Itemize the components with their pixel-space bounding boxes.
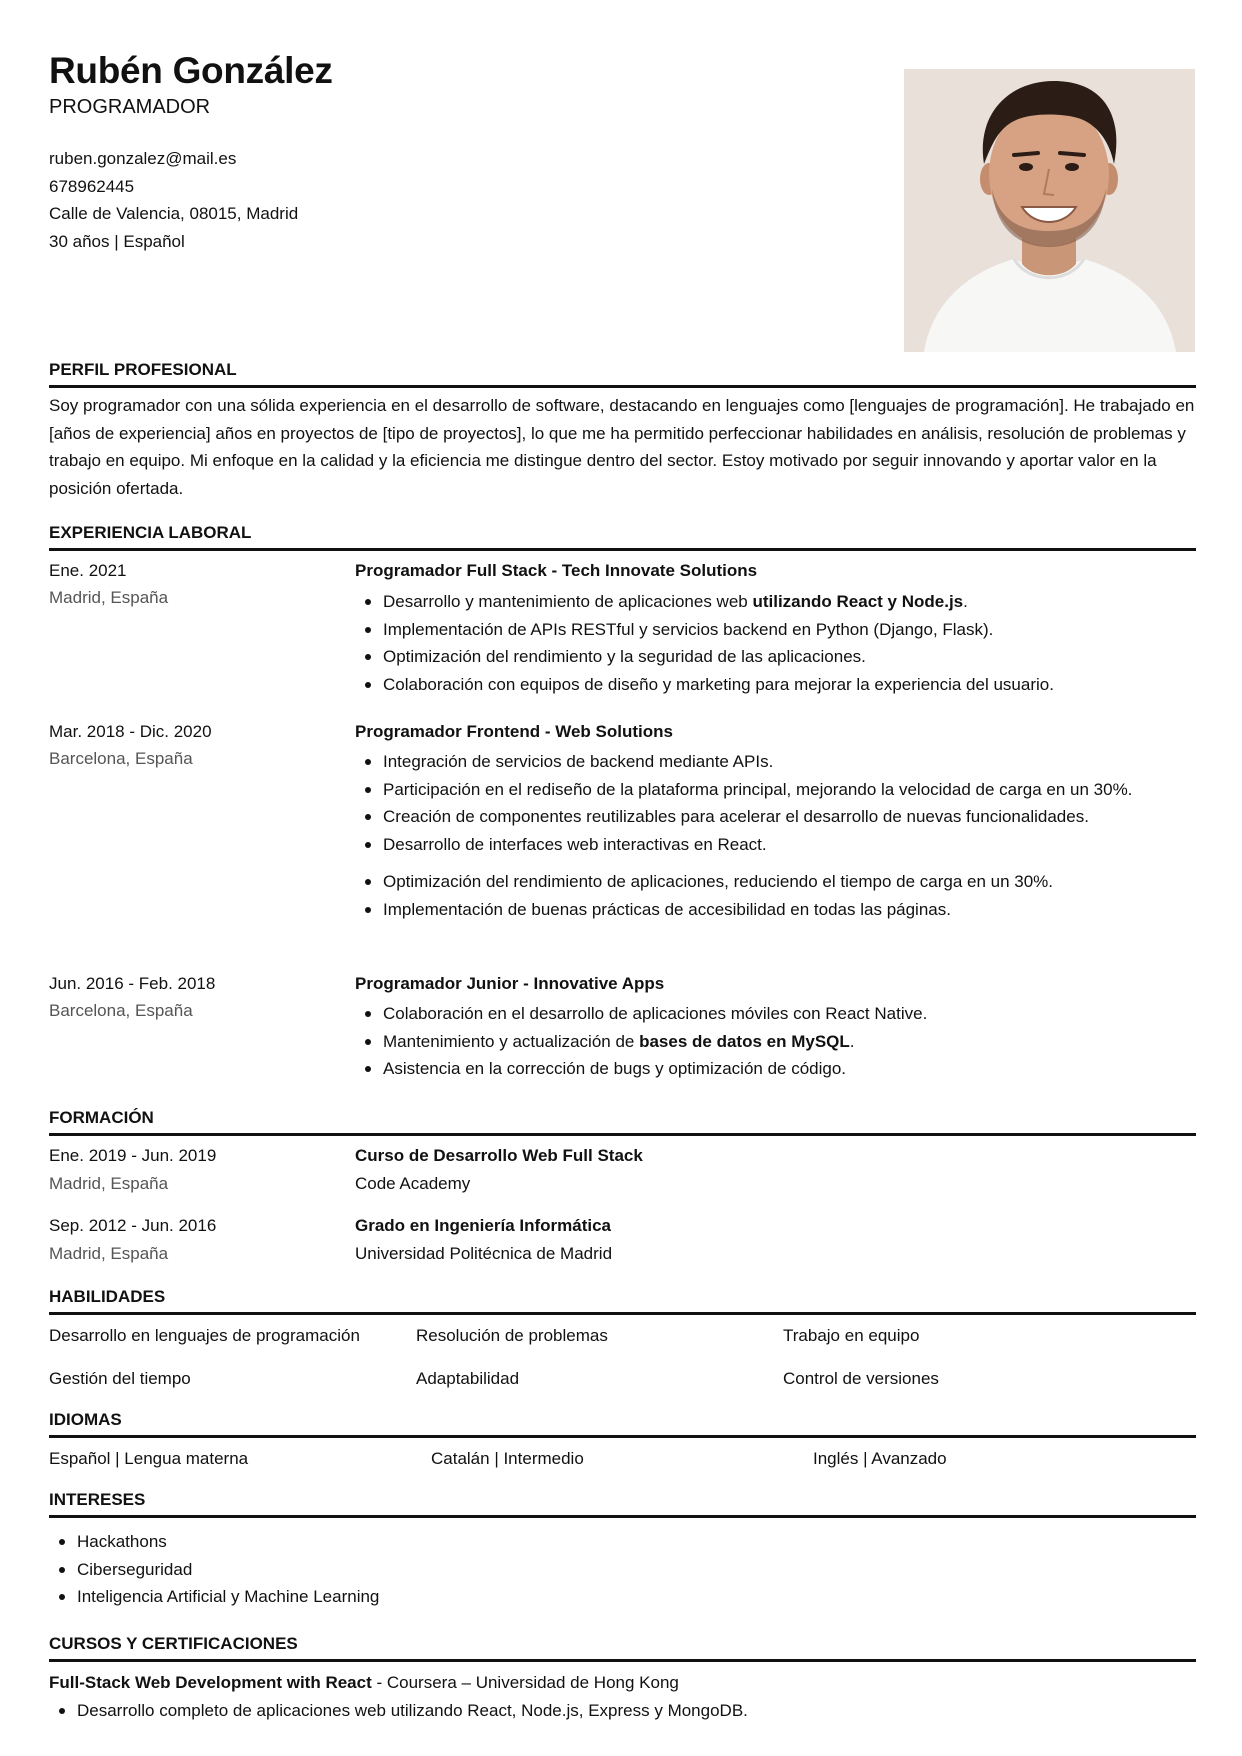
job-bullet: Optimización del rendimiento y la seguridad de las aplicaciones. bbox=[355, 643, 1195, 671]
job-date: Jun. 2016 - Feb. 2018 bbox=[49, 974, 216, 993]
job-bullets bbox=[355, 1000, 1195, 1083]
education-degree: Curso de Desarrollo Web Full Stack bbox=[355, 1146, 643, 1165]
skill-item: Resolución de problemas bbox=[416, 1326, 608, 1345]
profile-photo-illustration bbox=[904, 69, 1195, 352]
job-bullet: Creación de componentes reutilizables para acelerar el desarrollo de nuevas funcionalidades. bbox=[355, 803, 1155, 831]
candidate-role: PROGRAMADOR bbox=[49, 96, 211, 118]
job-bullet: Integración de servicios de backend mediante APIs. bbox=[355, 748, 1155, 776]
job-date: Ene. 2021 bbox=[49, 561, 127, 580]
skill-item: Trabajo en equipo bbox=[783, 1326, 920, 1345]
candidate-name: Rubén González bbox=[49, 50, 333, 91]
profile-text: Soy programador con una sólida experiencia en el desarrollo de software, destacando en lenguajes como [lenguajes de programación]. He trabajado en [años de experiencia] años en proyectos de [tipo de proyectos], lo que me ha permitido perfeccionar habilidades en análisis, resolución de problemas y trabajo en equipo. Mi enfoque en la calidad y la eficiencia me distingue dentro del sector. Estoy motivado por seguir innovando y aportar valor en la posición ofertada. bbox=[49, 396, 1195, 498]
job-position: Programador Frontend - Web Solutions bbox=[355, 722, 673, 741]
education-date: Ene. 2019 - Jun. 2019 bbox=[49, 1146, 217, 1165]
course-provider: - Coursera – Universidad de Hong Kong bbox=[371, 1673, 679, 1692]
course-name: Full-Stack Web Development with React bbox=[49, 1673, 372, 1692]
section-title-education: FORMACIÓN bbox=[49, 1108, 1196, 1136]
job-bullet: Desarrollo y mantenimiento de aplicaciones web utilizando React y Node.js. bbox=[355, 588, 1195, 616]
job-date: Mar. 2018 - Dic. 2020 bbox=[49, 722, 212, 741]
job-location: Barcelona, España bbox=[49, 749, 193, 768]
job-bullets bbox=[355, 588, 1195, 698]
interest-list bbox=[49, 1528, 649, 1611]
contact-email: ruben.gonzalez@mail.es bbox=[49, 149, 237, 168]
job-bullet: Implementación de buenas prácticas de accesibilidad en todas las páginas. bbox=[355, 896, 1155, 924]
job-location: Barcelona, España bbox=[49, 1001, 193, 1020]
skill-item: Adaptabilidad bbox=[416, 1369, 520, 1388]
job-bullet: Colaboración en el desarrollo de aplicaciones móviles con React Native. bbox=[355, 1000, 1195, 1028]
job-bullet: Asistencia en la corrección de bugs y optimización de código. bbox=[355, 1055, 1195, 1083]
language-item: Inglés | Avanzado bbox=[813, 1449, 947, 1468]
interest-item: Inteligencia Artificial y Machine Learning bbox=[49, 1583, 649, 1611]
education-location: Madrid, España bbox=[49, 1244, 169, 1263]
skill-item: Desarrollo en lenguajes de programación bbox=[49, 1326, 360, 1345]
contact-address: Calle de Valencia, 08015, Madrid bbox=[49, 204, 299, 223]
interest-item: Hackathons bbox=[49, 1528, 649, 1556]
job-bullet: Mantenimiento y actualización de bases de datos en MySQL. bbox=[355, 1028, 1195, 1056]
skill-item: Gestión del tiempo bbox=[49, 1369, 191, 1388]
profile-photo bbox=[904, 69, 1195, 352]
language-item: Catalán | Intermedio bbox=[431, 1449, 584, 1468]
education-school: Code Academy bbox=[355, 1174, 471, 1193]
interest-item: Ciberseguridad bbox=[49, 1556, 649, 1584]
job-bullet: Desarrollo de interfaces web interactivas en React. bbox=[355, 831, 1155, 859]
education-school: Universidad Politécnica de Madrid bbox=[355, 1244, 613, 1263]
language-item: Español | Lengua materna bbox=[49, 1449, 249, 1468]
job-position: Programador Full Stack - Tech Innovate Solutions bbox=[355, 561, 758, 580]
section-title-interests: INTERESES bbox=[49, 1490, 1196, 1518]
education-location: Madrid, España bbox=[49, 1174, 169, 1193]
section-title-profile: PERFIL PROFESIONAL bbox=[49, 360, 1196, 388]
job-bullets bbox=[355, 748, 1155, 923]
job-position: Programador Junior - Innovative Apps bbox=[355, 974, 665, 993]
skill-item: Control de versiones bbox=[783, 1369, 939, 1388]
job-bullet: Implementación de APIs RESTful y servicios backend en Python (Django, Flask). bbox=[355, 616, 1195, 644]
contact-info bbox=[49, 145, 298, 255]
education-date: Sep. 2012 - Jun. 2016 bbox=[49, 1216, 217, 1235]
contact-phone: 678962445 bbox=[49, 176, 135, 196]
section-title-experience: EXPERIENCIA LABORAL bbox=[49, 523, 1196, 551]
section-title-skills: HABILIDADES bbox=[49, 1287, 1196, 1315]
education-degree: Grado en Ingeniería Informática bbox=[355, 1216, 612, 1235]
section-title-languages: IDIOMAS bbox=[49, 1410, 1196, 1438]
section-title-courses: CURSOS Y CERTIFICACIONES bbox=[49, 1634, 1196, 1662]
job-location: Madrid, España bbox=[49, 588, 169, 607]
job-bullet: Colaboración con equipos de diseño y marketing para mejorar la experiencia del usuario. bbox=[355, 671, 1195, 699]
job-bullet: Optimización del rendimiento de aplicaciones, reduciendo el tiempo de carga en un 30%. bbox=[355, 868, 1155, 896]
course-bullet: Desarrollo completo de aplicaciones web utilizando React, Node.js, Express y MongoDB. bbox=[49, 1697, 949, 1725]
course-entry bbox=[49, 1669, 679, 1697]
job-bullet: Participación en el rediseño de la plataforma principal, mejorando la velocidad de carga en un 30%. bbox=[355, 776, 1155, 804]
contact-age-nationality: 30 años | Español bbox=[49, 231, 185, 251]
course-bullets bbox=[49, 1697, 949, 1725]
